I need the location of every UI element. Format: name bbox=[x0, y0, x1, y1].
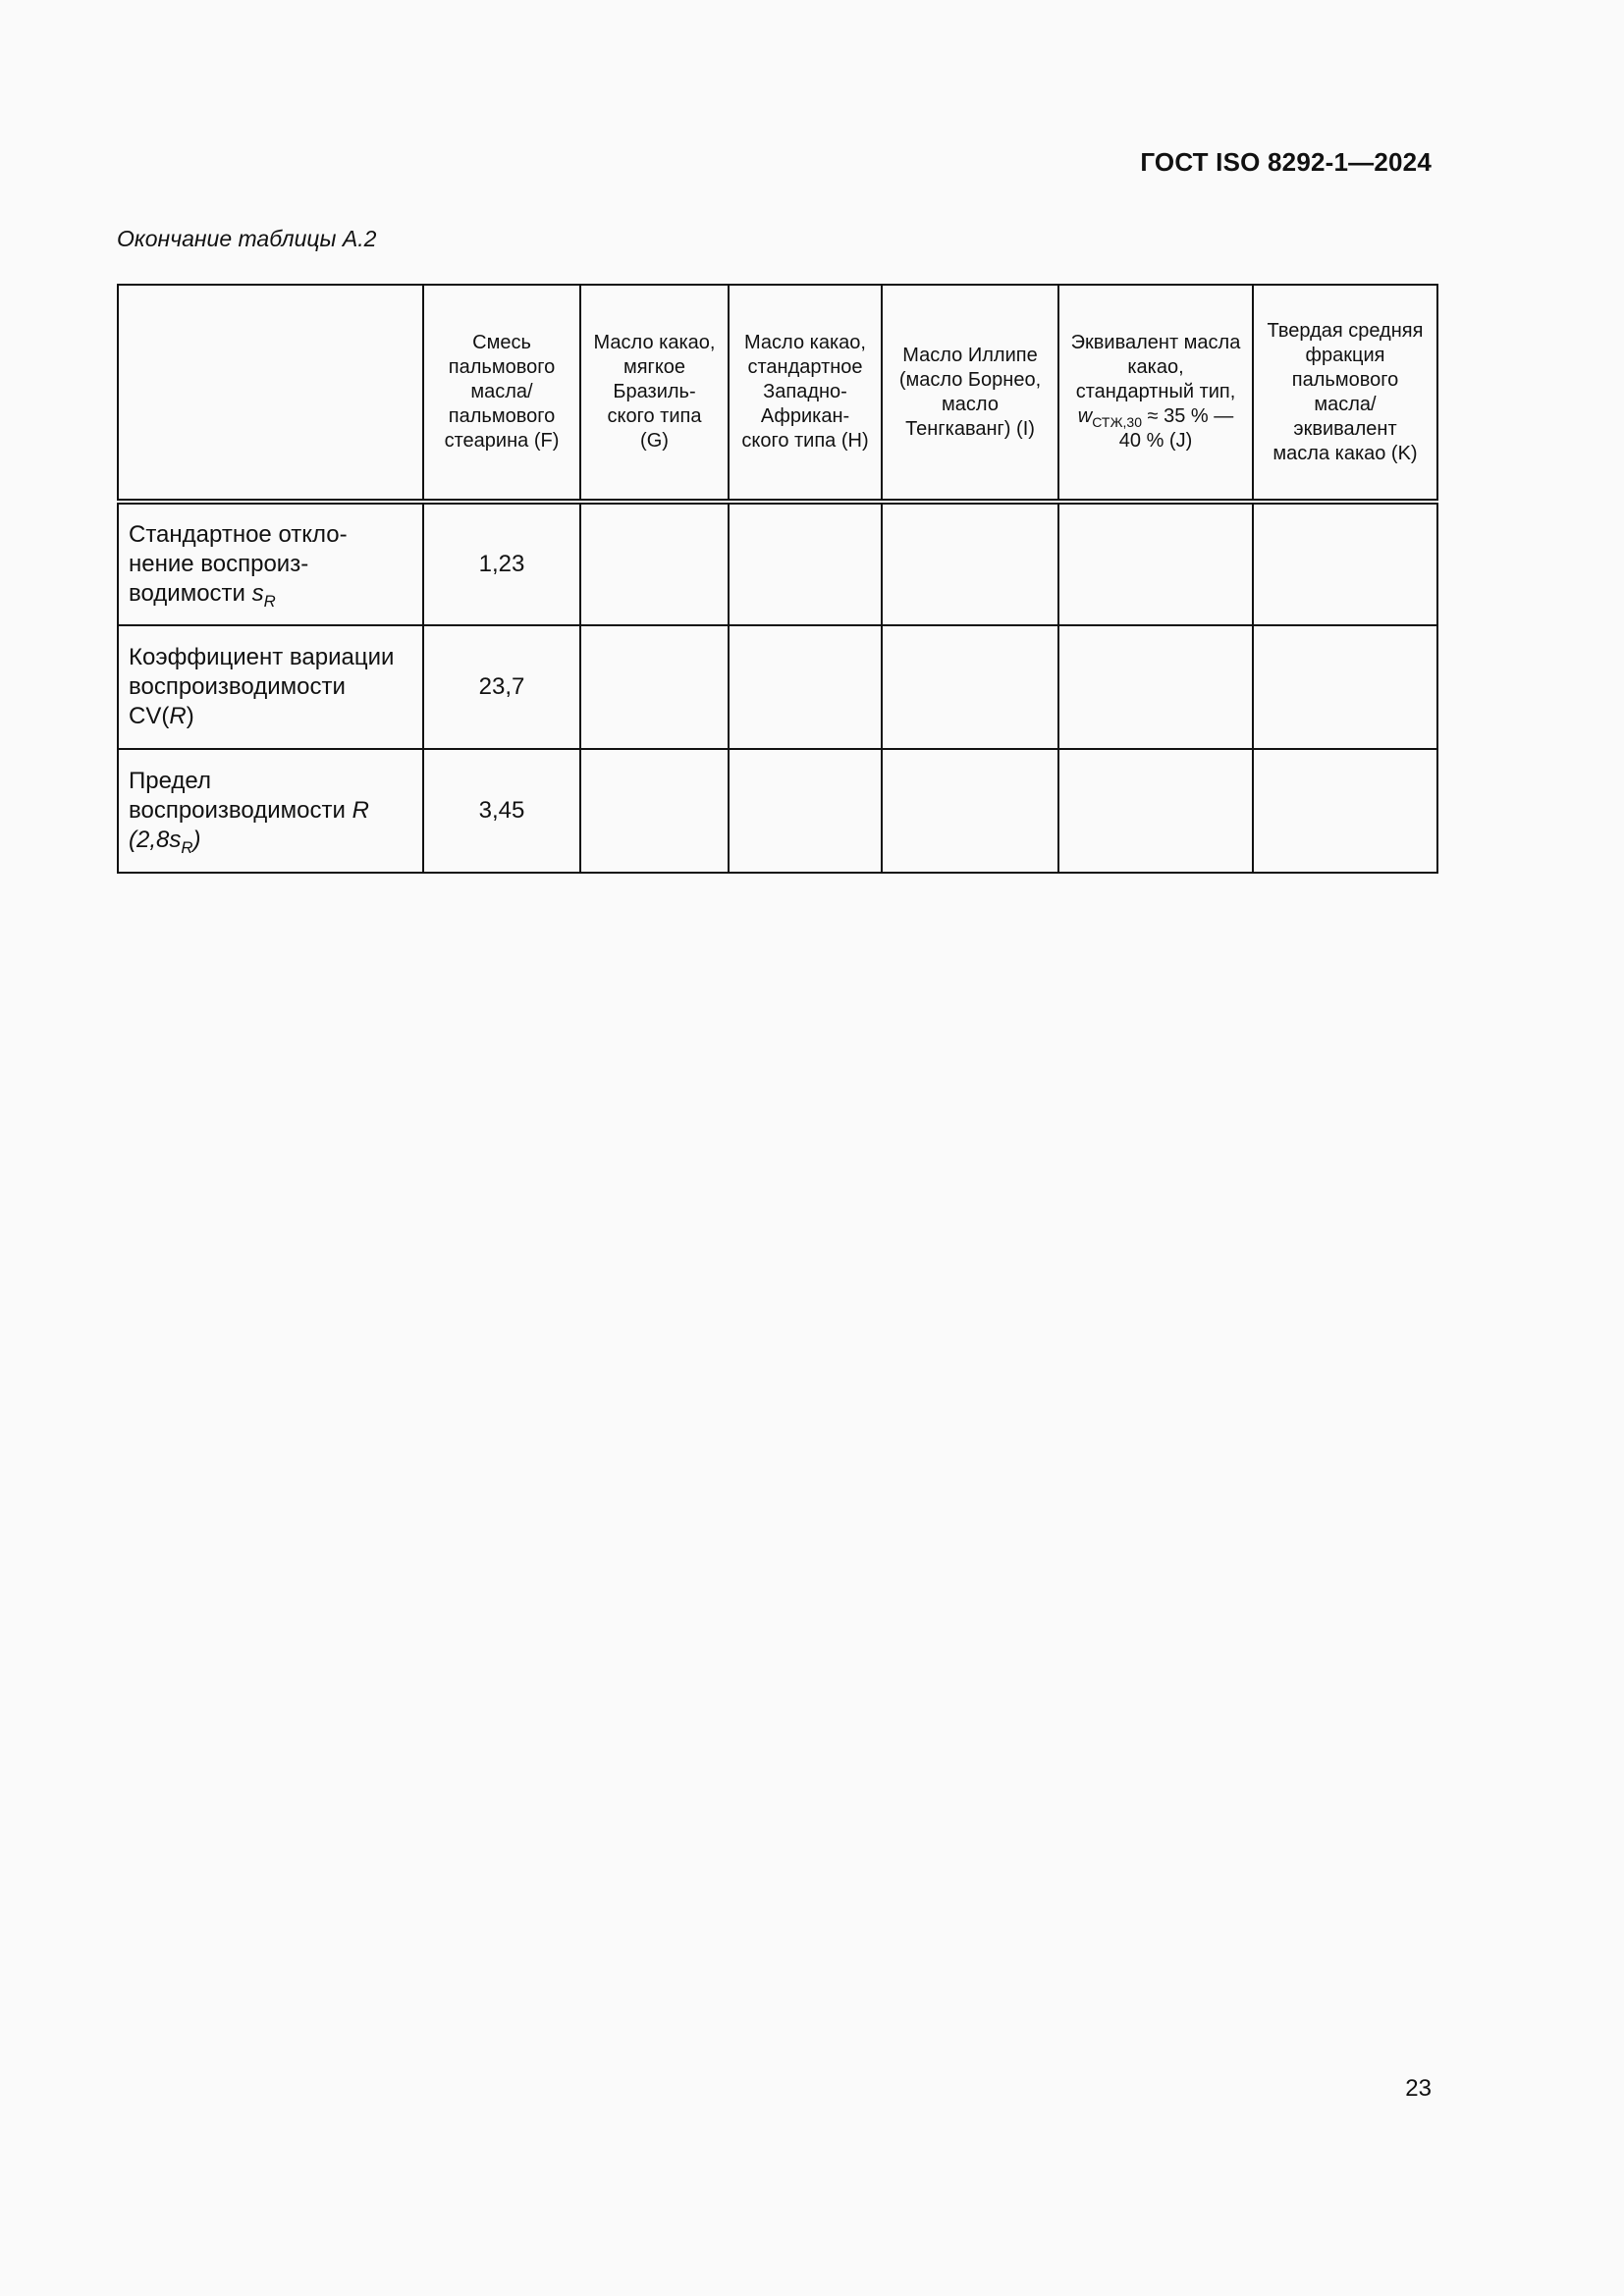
value-cell-k bbox=[1253, 749, 1437, 873]
data-table bbox=[117, 284, 1438, 874]
value-cell-g bbox=[580, 625, 729, 749]
header-col-h: Масло какао, стандартное Западно-Африкан-ского типа (H) bbox=[729, 285, 882, 502]
row-label-sub: R bbox=[181, 837, 193, 857]
row-label-std-dev bbox=[118, 502, 423, 625]
header-col-j-tail: ≈ 35 % — 40 % (J) bbox=[1118, 405, 1234, 452]
header-col-j bbox=[1058, 285, 1253, 502]
row-label-var2: s bbox=[169, 827, 182, 853]
value-cell-j bbox=[1058, 625, 1253, 749]
header-col-g: Масло какао, мягкое Бразиль-ского типа (G) bbox=[580, 285, 729, 502]
header-col-k: Твердая средняя фракция пальмового масла/ эквивалент масла какао (K) bbox=[1253, 285, 1437, 502]
value-cell-g bbox=[580, 502, 729, 625]
header-col-j-sub: СТЖ,30 bbox=[1092, 413, 1142, 430]
value-cell-h bbox=[729, 502, 882, 625]
value-cell-j bbox=[1058, 502, 1253, 625]
value-cell-k bbox=[1253, 625, 1437, 749]
document-code: ГОСТ ISO 8292-1—2024 bbox=[1140, 147, 1432, 177]
header-empty-cell bbox=[118, 285, 423, 502]
header-col-i: Масло Иллипе (масло Борнео, масло Тенгкаванг) (I) bbox=[882, 285, 1058, 502]
row-label-tail: ) bbox=[186, 703, 194, 729]
row-label-limit bbox=[118, 749, 423, 873]
row-label-sub: R bbox=[263, 591, 276, 611]
value-cell-i bbox=[882, 749, 1058, 873]
table-row bbox=[118, 625, 1437, 749]
row-label-var: R bbox=[352, 797, 369, 824]
value-cell-i bbox=[882, 625, 1058, 749]
table-caption: Окончание таблицы А.2 bbox=[117, 226, 377, 251]
table-row bbox=[118, 502, 1437, 625]
header-col-j-text: Эквивалент масла какао, стандартный тип, bbox=[1070, 332, 1241, 402]
value-cell-f: 3,45 bbox=[423, 749, 580, 873]
row-label-tail2: ) bbox=[192, 827, 201, 853]
row-label-text: Предел воспроизводимости bbox=[129, 768, 352, 824]
value-cell-f: 1,23 bbox=[423, 502, 580, 625]
row-label-var: s bbox=[251, 580, 264, 607]
value-cell-j bbox=[1058, 749, 1253, 873]
value-cell-k bbox=[1253, 502, 1437, 625]
table-row bbox=[118, 749, 1437, 873]
row-label-text: Коэффициент вариации воспроизводимости CV( bbox=[129, 644, 395, 729]
header-col-j-var: w bbox=[1077, 405, 1093, 427]
table-header-row bbox=[118, 285, 1437, 502]
value-cell-h bbox=[729, 625, 882, 749]
row-label-tail: (2,8 bbox=[129, 827, 170, 853]
row-label-cv bbox=[118, 625, 423, 749]
row-label-var: R bbox=[169, 703, 187, 729]
value-cell-h bbox=[729, 749, 882, 873]
row-label-text: Стандартное откло-нение воспроиз-водимости bbox=[129, 521, 348, 607]
value-cell-f: 23,7 bbox=[423, 625, 580, 749]
value-cell-i bbox=[882, 502, 1058, 625]
value-cell-g bbox=[580, 749, 729, 873]
header-col-f: Смесь пальмового масла/ пальмового стеарина (F) bbox=[423, 285, 580, 502]
page-number: 23 bbox=[1405, 2075, 1432, 2102]
